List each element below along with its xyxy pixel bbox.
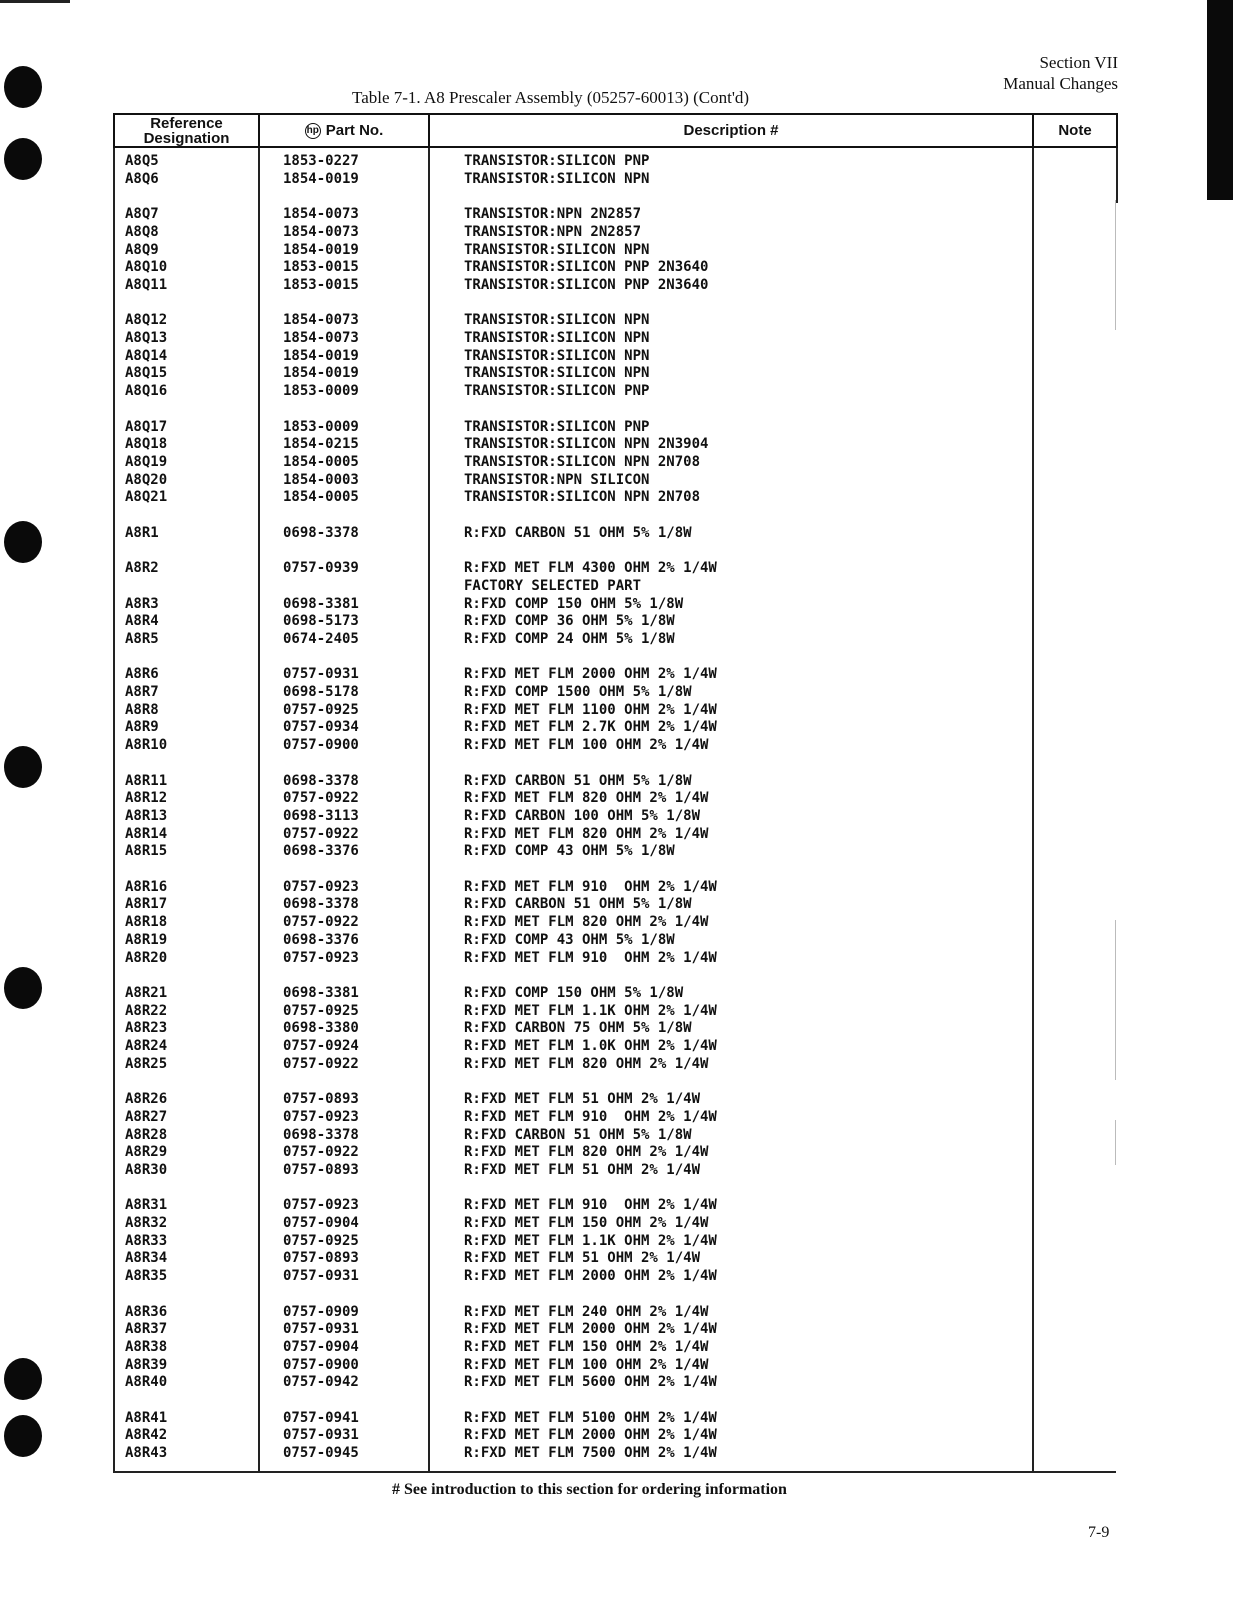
- reference-cell: A8R14: [125, 825, 168, 842]
- reference-cell: A8R8: [125, 701, 159, 718]
- part-number-cell: 0757-0904: [283, 1215, 359, 1231]
- description-cell: R:FXD MET FLM 1.1K OHM 2% 1/4W: [464, 1232, 717, 1249]
- description-cell: TRANSISTOR:NPN SILICON: [464, 471, 650, 488]
- page-number: 7-9: [1088, 1524, 1110, 1541]
- description-cell: R:FXD MET FLM 820 OHM 2% 1/4W: [464, 790, 709, 807]
- part-number-cell: 0757-0925: [283, 1232, 359, 1249]
- part-number-cell: 0757-0931: [283, 666, 359, 683]
- part-number-cell: 1853-0227: [283, 153, 359, 169]
- table-row: [0, 966, 1233, 984]
- part-number-cell: 0757-0922: [283, 914, 359, 931]
- reference-cell: A8R10: [125, 737, 168, 754]
- table-row: [0, 718, 1233, 736]
- table-row: [0, 1161, 1233, 1179]
- reference-cell: A8R13: [125, 807, 168, 824]
- reference-cell: A8Q15: [125, 365, 168, 382]
- part-number-cell: 1854-0019: [283, 241, 359, 258]
- table-row: [0, 471, 1233, 489]
- description-cell: R:FXD MET FLM 1.1K OHM 2% 1/4W: [464, 1002, 717, 1019]
- subsection-label: Manual Changes: [1003, 74, 1118, 93]
- description-cell: R:FXD MET FLM 150 OHM 2% 1/4W: [464, 1215, 709, 1231]
- column-header-note: [1032, 113, 1118, 148]
- description-cell: R:FXD CARBON 51 OHM 5% 1/8W: [464, 524, 692, 541]
- description-cell: R:FXD MET FLM 910 OHM 2% 1/4W: [464, 949, 717, 966]
- part-number-cell: 0757-0922: [283, 790, 359, 807]
- part-number-cell: 0698-3378: [283, 772, 359, 789]
- reference-cell: A8R25: [125, 1055, 168, 1072]
- reference-cell: A8R40: [125, 1374, 168, 1391]
- table-row: [0, 1426, 1233, 1444]
- column-header-note-label: Note: [1058, 122, 1092, 139]
- description-cell: TRANSISTOR:SILICON NPN 2N3904: [464, 436, 709, 453]
- description-cell: R:FXD CARBON 100 OHM 5% 1/8W: [464, 807, 701, 824]
- table-row: [0, 1303, 1233, 1321]
- reference-cell: A8R36: [125, 1303, 168, 1320]
- table-row: [0, 913, 1233, 931]
- part-number-cell: 0698-3378: [283, 1126, 359, 1143]
- reference-cell: A8R9: [125, 719, 159, 736]
- reference-cell: A8R18: [125, 914, 168, 931]
- part-number-cell: 0698-3113: [283, 807, 359, 824]
- footnote: # See introduction to this section for ordering information: [392, 1481, 787, 1498]
- reference-cell: A8R37: [125, 1321, 168, 1338]
- part-number-cell: 0757-0923: [283, 878, 359, 895]
- part-number-cell: 0698-3378: [283, 896, 359, 913]
- part-number-cell: 0698-3376: [283, 843, 359, 860]
- reference-cell: A8R31: [125, 1197, 168, 1214]
- section-header: [1003, 52, 1118, 94]
- table-row: [0, 1232, 1233, 1250]
- reference-cell: A8R39: [125, 1356, 168, 1373]
- reference-cell: A8Q5: [125, 153, 159, 169]
- table-row: [0, 400, 1233, 418]
- table-row: [0, 1373, 1233, 1391]
- table-row: [0, 205, 1233, 223]
- reference-cell: A8Q6: [125, 170, 159, 187]
- description-cell: R:FXD MET FLM 1.0K OHM 2% 1/4W: [464, 1038, 717, 1054]
- table-row: [0, 931, 1233, 949]
- table-border-bottom: [113, 1471, 1116, 1473]
- reference-cell: A8R24: [125, 1038, 168, 1054]
- table-row: [0, 1267, 1233, 1285]
- description-cell: R:FXD MET FLM 2000 OHM 2% 1/4W: [464, 1427, 717, 1444]
- part-number-cell: 0757-0925: [283, 1002, 359, 1019]
- table-row: [0, 1179, 1233, 1197]
- table-row: [0, 612, 1233, 630]
- table-row: [0, 329, 1233, 347]
- part-number-cell: 0757-0923: [283, 1197, 359, 1214]
- description-cell: TRANSISTOR:SILICON NPN 2N708: [464, 489, 701, 506]
- column-header-reference-label: Reference Designation: [143, 114, 230, 147]
- part-number-cell: 1854-0005: [283, 489, 359, 506]
- description-cell: R:FXD MET FLM 1100 OHM 2% 1/4W: [464, 701, 717, 718]
- column-header-description-label: Description #: [683, 122, 779, 139]
- part-number-cell: 0698-5178: [283, 684, 359, 700]
- hp-logo-icon: hp: [305, 123, 321, 139]
- part-number-cell: 1853-0009: [283, 383, 359, 400]
- table-row: [0, 754, 1233, 772]
- part-number-cell: 0757-0931: [283, 1427, 359, 1444]
- reference-cell: A8R27: [125, 1108, 168, 1125]
- reference-cell: A8Q14: [125, 347, 168, 364]
- description-cell: R:FXD COMP 36 OHM 5% 1/8W: [464, 613, 675, 630]
- table-row: [0, 807, 1233, 825]
- table-row: [0, 187, 1233, 205]
- part-number-cell: 1853-0015: [283, 259, 359, 276]
- table-row: [0, 1126, 1233, 1144]
- table-row: [0, 152, 1233, 170]
- reference-cell: A8R5: [125, 630, 159, 647]
- reference-cell: A8Q7: [125, 206, 159, 223]
- description-cell: R:FXD MET FLM 5600 OHM 2% 1/4W: [464, 1374, 717, 1391]
- description-cell: R:FXD MET FLM 51 OHM 2% 1/4W: [464, 1250, 701, 1267]
- table-row: [0, 1055, 1233, 1073]
- description-cell: R:FXD CARBON 51 OHM 5% 1/8W: [464, 1126, 692, 1143]
- description-cell: R:FXD MET FLM 240 OHM 2% 1/4W: [464, 1303, 709, 1320]
- table-row: [0, 223, 1233, 241]
- description-cell: R:FXD CARBON 51 OHM 5% 1/8W: [464, 772, 692, 789]
- part-number-cell: 0757-0939: [283, 560, 359, 577]
- description-cell: TRANSISTOR:SILICON NPN: [464, 170, 650, 187]
- reference-cell: A8Q21: [125, 489, 168, 506]
- description-cell: TRANSISTOR:SILICON NPN: [464, 241, 650, 258]
- part-number-cell: 0698-3380: [283, 1020, 359, 1037]
- reference-cell: A8R16: [125, 878, 168, 895]
- reference-cell: A8R32: [125, 1215, 168, 1231]
- reference-cell: A8Q19: [125, 453, 168, 470]
- part-number-cell: 0757-0900: [283, 1356, 359, 1373]
- description-cell: R:FXD MET FLM 820 OHM 2% 1/4W: [464, 1055, 709, 1072]
- table-row: [0, 1019, 1233, 1037]
- part-number-cell: 0757-0925: [283, 701, 359, 718]
- table-row: [0, 559, 1233, 577]
- table-row: [0, 1108, 1233, 1126]
- description-cell: R:FXD COMP 1500 OHM 5% 1/8W: [464, 684, 692, 700]
- column-header-description: [428, 113, 1034, 148]
- reference-cell: A8Q16: [125, 383, 168, 400]
- description-cell: TRANSISTOR:SILICON PNP 2N3640: [464, 259, 709, 276]
- table-title: Table 7-1. A8 Prescaler Assembly (05257-60013) (Cont'd): [352, 88, 750, 107]
- description-cell: R:FXD MET FLM 100 OHM 2% 1/4W: [464, 1356, 709, 1373]
- part-number-cell: 1854-0005: [283, 453, 359, 470]
- part-number-cell: 0757-0934: [283, 719, 359, 736]
- part-number-cell: 1853-0009: [283, 418, 359, 435]
- column-header-part: [258, 113, 430, 148]
- description-cell: R:FXD CARBON 75 OHM 5% 1/8W: [464, 1020, 692, 1037]
- column-header-part-label: Part No.: [325, 122, 384, 139]
- table-row: [0, 772, 1233, 790]
- table-row: [0, 1002, 1233, 1020]
- table-row: [0, 364, 1233, 382]
- table-row: [0, 984, 1233, 1002]
- part-number-cell: 0698-3376: [283, 931, 359, 948]
- table-row: [0, 1196, 1233, 1214]
- table-row: [0, 1214, 1233, 1232]
- table-row: [0, 1444, 1233, 1462]
- description-cell: R:FXD MET FLM 820 OHM 2% 1/4W: [464, 825, 709, 842]
- description-cell: TRANSISTOR:SILICON PNP: [464, 153, 650, 169]
- description-cell: R:FXD MET FLM 7500 OHM 2% 1/4W: [464, 1445, 717, 1462]
- reference-cell: A8Q10: [125, 259, 168, 276]
- reference-cell: A8R2: [125, 560, 159, 577]
- part-number-cell: 1854-0215: [283, 436, 359, 453]
- part-number-cell: 1854-0073: [283, 206, 359, 223]
- reference-cell: A8R17: [125, 896, 168, 913]
- description-cell: R:FXD COMP 24 OHM 5% 1/8W: [464, 630, 675, 647]
- part-number-cell: 0757-0893: [283, 1091, 359, 1108]
- table-row: [0, 595, 1233, 613]
- description-cell: R:FXD MET FLM 2000 OHM 2% 1/4W: [464, 1321, 717, 1338]
- reference-cell: A8R1: [125, 524, 159, 541]
- description-cell: TRANSISTOR:SILICON PNP: [464, 418, 650, 435]
- part-number-cell: 0757-0941: [283, 1409, 359, 1426]
- description-cell: R:FXD MET FLM 51 OHM 2% 1/4W: [464, 1161, 701, 1178]
- part-number-cell: 0757-0923: [283, 949, 359, 966]
- reference-cell: A8R12: [125, 790, 168, 807]
- table-row: [0, 1409, 1233, 1427]
- binder-hole: [4, 66, 42, 108]
- description-cell: R:FXD MET FLM 150 OHM 2% 1/4W: [464, 1338, 709, 1355]
- description-cell: R:FXD MET FLM 100 OHM 2% 1/4W: [464, 737, 709, 754]
- description-cell: R:FXD MET FLM 2.7K OHM 2% 1/4W: [464, 719, 717, 736]
- table-row: [0, 276, 1233, 294]
- part-number-cell: 0757-0924: [283, 1038, 359, 1054]
- reference-cell: A8R35: [125, 1268, 168, 1285]
- reference-cell: A8R15: [125, 843, 168, 860]
- table-row: [0, 701, 1233, 719]
- section-label: Section VII: [1039, 53, 1118, 72]
- table-row: [0, 1391, 1233, 1409]
- reference-cell: A8R43: [125, 1445, 168, 1462]
- table-row: [0, 665, 1233, 683]
- description-cell: R:FXD MET FLM 820 OHM 2% 1/4W: [464, 914, 709, 931]
- table-row: [0, 1037, 1233, 1055]
- part-number-cell: 0757-0922: [283, 825, 359, 842]
- table-row: [0, 382, 1233, 400]
- table-row: [0, 878, 1233, 896]
- reference-cell: A8Q9: [125, 241, 159, 258]
- part-number-cell: 0757-0904: [283, 1338, 359, 1355]
- table-row: [0, 1249, 1233, 1267]
- table-row: [0, 1285, 1233, 1303]
- part-number-cell: 0757-0945: [283, 1445, 359, 1462]
- table-row: [0, 949, 1233, 967]
- part-number-cell: 0757-0909: [283, 1303, 359, 1320]
- description-cell: R:FXD COMP 150 OHM 5% 1/8W: [464, 984, 684, 1001]
- table-row: [0, 488, 1233, 506]
- part-number-cell: 1854-0019: [283, 365, 359, 382]
- description-cell: TRANSISTOR:SILICON NPN 2N708: [464, 453, 701, 470]
- reference-cell: A8R28: [125, 1126, 168, 1143]
- part-number-cell: 0757-0931: [283, 1321, 359, 1338]
- table-row: [0, 258, 1233, 276]
- part-number-cell: 0757-0900: [283, 737, 359, 754]
- description-cell: R:FXD COMP 43 OHM 5% 1/8W: [464, 931, 675, 948]
- reference-cell: A8Q18: [125, 436, 168, 453]
- reference-cell: A8R30: [125, 1161, 168, 1178]
- reference-cell: A8R41: [125, 1409, 168, 1426]
- part-number-cell: 0698-5173: [283, 613, 359, 630]
- description-cell: TRANSISTOR:SILICON PNP 2N3640: [464, 276, 709, 293]
- part-number-cell: 0698-3381: [283, 984, 359, 1001]
- reference-cell: A8R22: [125, 1002, 168, 1019]
- description-cell: R:FXD MET FLM 4300 OHM 2% 1/4W: [464, 560, 717, 577]
- reference-cell: A8R42: [125, 1427, 168, 1444]
- part-number-cell: 0757-0922: [283, 1144, 359, 1161]
- part-number-cell: 1854-0019: [283, 347, 359, 364]
- reference-cell: A8R23: [125, 1020, 168, 1037]
- table-row: [0, 1143, 1233, 1161]
- part-number-cell: 0698-3378: [283, 524, 359, 541]
- table-row: [0, 453, 1233, 471]
- part-number-cell: 1854-0019: [283, 170, 359, 187]
- scan-edge-mark: [0, 0, 70, 3]
- part-number-cell: 0757-0923: [283, 1108, 359, 1125]
- description-cell: R:FXD MET FLM 2000 OHM 2% 1/4W: [464, 666, 717, 683]
- table-row: [0, 648, 1233, 666]
- reference-cell: A8R29: [125, 1144, 168, 1161]
- table-row: [0, 170, 1233, 188]
- table-row: [0, 524, 1233, 542]
- description-cell: R:FXD MET FLM 910 OHM 2% 1/4W: [464, 878, 717, 895]
- description-cell: TRANSISTOR:NPN 2N2857: [464, 206, 642, 223]
- reference-cell: A8R4: [125, 613, 159, 630]
- part-number-cell: 0757-0931: [283, 1268, 359, 1285]
- table-row: [0, 825, 1233, 843]
- reference-cell: A8R19: [125, 931, 168, 948]
- reference-cell: A8R38: [125, 1338, 168, 1355]
- table-row: [0, 418, 1233, 436]
- reference-cell: A8R21: [125, 984, 168, 1001]
- description-cell: R:FXD MET FLM 910 OHM 2% 1/4W: [464, 1197, 717, 1214]
- part-number-cell: 1854-0073: [283, 312, 359, 329]
- reference-cell: A8R26: [125, 1091, 168, 1108]
- reference-cell: A8R3: [125, 595, 159, 612]
- part-number-cell: 1853-0015: [283, 276, 359, 293]
- reference-cell: A8Q20: [125, 471, 168, 488]
- part-number-cell: 1854-0073: [283, 223, 359, 240]
- table-row: [0, 683, 1233, 701]
- description-cell: TRANSISTOR:SILICON NPN: [464, 330, 650, 346]
- reference-cell: A8R7: [125, 684, 159, 700]
- description-cell: R:FXD COMP 150 OHM 5% 1/8W: [464, 595, 684, 612]
- description-cell: R:FXD MET FLM 910 OHM 2% 1/4W: [464, 1108, 717, 1125]
- reference-cell: A8R33: [125, 1232, 168, 1249]
- table-row: [0, 435, 1233, 453]
- part-number-cell: 0757-0893: [283, 1161, 359, 1178]
- table-row: [0, 541, 1233, 559]
- table-row: [0, 860, 1233, 878]
- reference-cell: A8Q13: [125, 330, 168, 346]
- part-number-cell: 0698-3381: [283, 595, 359, 612]
- part-number-cell: 0757-0922: [283, 1055, 359, 1072]
- table-row: [0, 241, 1233, 259]
- table-row: [0, 895, 1233, 913]
- part-number-cell: 1854-0003: [283, 471, 359, 488]
- reference-cell: A8Q17: [125, 418, 168, 435]
- reference-cell: A8R11: [125, 772, 168, 789]
- table-row: [0, 1356, 1233, 1374]
- description-cell: R:FXD MET FLM 51 OHM 2% 1/4W: [464, 1091, 701, 1108]
- table-row: [0, 1338, 1233, 1356]
- table-row: [0, 347, 1233, 365]
- column-header-reference: [113, 113, 260, 148]
- table-row: [0, 577, 1233, 595]
- table-row: [0, 294, 1233, 312]
- description-cell: R:FXD MET FLM 2000 OHM 2% 1/4W: [464, 1268, 717, 1285]
- description-cell: TRANSISTOR:SILICON NPN: [464, 347, 650, 364]
- reference-cell: A8Q11: [125, 276, 168, 293]
- reference-cell: A8Q12: [125, 312, 168, 329]
- table-row: [0, 1320, 1233, 1338]
- description-cell: R:FXD CARBON 51 OHM 5% 1/8W: [464, 896, 692, 913]
- description-cell: TRANSISTOR:SILICON NPN: [464, 365, 650, 382]
- table-row: [0, 506, 1233, 524]
- table-row: [0, 842, 1233, 860]
- part-number-cell: 0757-0893: [283, 1250, 359, 1267]
- part-number-cell: 1854-0073: [283, 330, 359, 346]
- description-cell: TRANSISTOR:SILICON PNP: [464, 383, 650, 400]
- reference-cell: A8R6: [125, 666, 159, 683]
- reference-cell: A8R20: [125, 949, 168, 966]
- table-row: [0, 789, 1233, 807]
- description-cell: TRANSISTOR:SILICON NPN: [464, 312, 650, 329]
- table-row: [0, 1090, 1233, 1108]
- table-row: [0, 736, 1233, 754]
- part-number-cell: 0674-2405: [283, 630, 359, 647]
- table-row: [0, 630, 1233, 648]
- description-cell: R:FXD COMP 43 OHM 5% 1/8W: [464, 843, 675, 860]
- description-cell: TRANSISTOR:NPN 2N2857: [464, 223, 642, 240]
- part-number-cell: 0757-0942: [283, 1374, 359, 1391]
- table-row: [0, 311, 1233, 329]
- description-cell: FACTORY SELECTED PART: [464, 577, 642, 594]
- description-cell: R:FXD MET FLM 820 OHM 2% 1/4W: [464, 1144, 709, 1161]
- reference-cell: A8R34: [125, 1250, 168, 1267]
- table-row: [0, 1072, 1233, 1090]
- description-cell: R:FXD MET FLM 5100 OHM 2% 1/4W: [464, 1409, 717, 1426]
- reference-cell: A8Q8: [125, 223, 159, 240]
